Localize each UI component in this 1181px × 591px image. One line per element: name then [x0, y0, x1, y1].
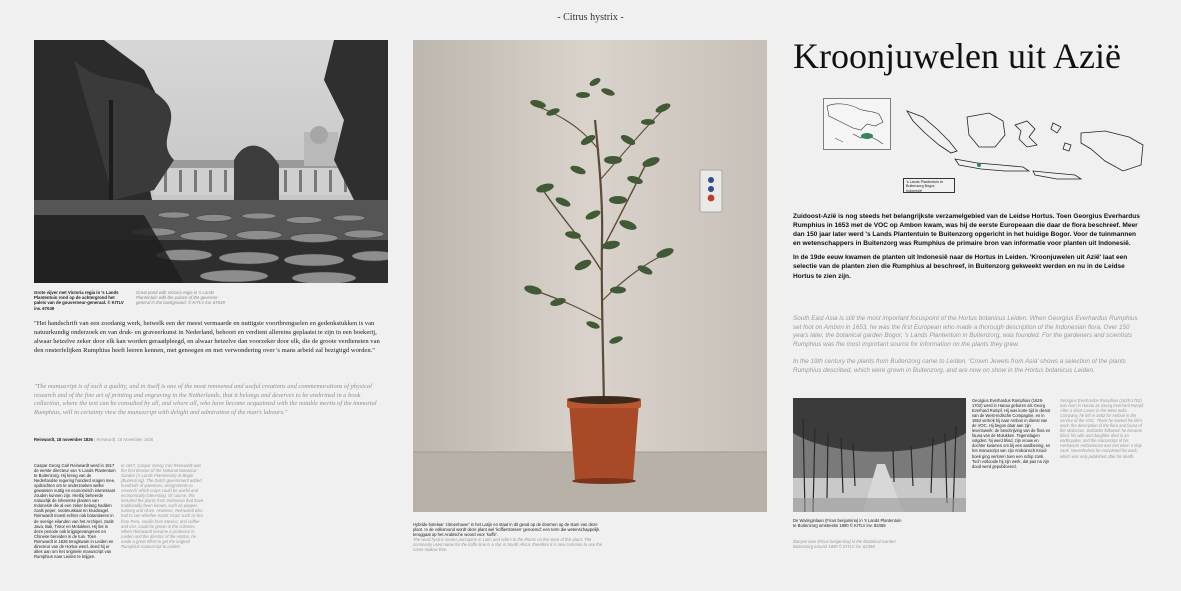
intro-paragraph-nl-1: Zuidoost-Azië is nog steeds het belangrijkste verzamelgebied van de Leidse Hortus. Toen Georgius Everhardus Rumphius in 1653 met de VOC op Ambon kwam, was hij de eerste Europeaan die daar de flora beschreef. Meer dan 150 jaar later werd 's Lands Plantentuin te Buitenzorg opgericht in het huidige Bogor. Voor de tuinmannen en wetenschappers in Buitenzorg was Rumphius de primaire bron van informatie voor planten uit Indonesië. [793, 213, 1140, 248]
garden-photo-caption-en: Great pond with Victoria regia in 's Lands Plantentuin with the palace of the governor-general in the background. © KITLV inv. 67049 [136, 290, 225, 306]
citrus-plant-photo [413, 40, 767, 512]
plant-photo-caption-en: The word hystrix means porcupine in Latin and refers to the thorns on the stem of this plant. The commonly used name for the kaffir lime is a slur in South Africa, therefore it is now common to use the name makrut lime. [413, 537, 603, 553]
reinwardt-bio-nl: Caspar Georg Carl Reinwardt werd in 1817 de eerste directeur van 's Lands Plantentuin te Buitenzorg. Hij kreeg van de Nederlandse regering honderd vragen mee, opdrachten om te onderzoeken welke gewassen nuttig en economisch interessant zouden kunnen zijn. Hierbij beheerde natuurlijk de inheemse planten van Indonesië die al een zeker belang hadden zoals peper, nootmuskaat en kruidnagel. Reinwardt moest echter ook botaniseren in de overige eilanden van het Archipel, zoals Java, Bali, Timor en Molukken. Hij liet in deze periode ook krijgsgevangenen en Chinese bereiden in de tuin. Toen Reinwardt in 1826 terugkwam in Leiden en directeur van de Hortus werd, deed hij er alles aan om het originele manuscript van Rumphius naar Leiden te krijgen. [34, 463, 116, 559]
banyan-photo-caption-nl: De Waringinlaan (Ficus benjamina) in 's Lands Plantentuin te Buitenzorg omstreeks 1890 © KITLV inv. 82458 [793, 518, 902, 529]
exhibit-header-label: - Citrus hystrix - [557, 12, 624, 23]
intro-paragraph-en-1: South East Asia is still the most important focuspoint of the Hortus botanicus Leiden. When Georgius Everhardus Rumphius set foot on Ambon in 1653, he was the first European who made a thorough description of the Indonesian flora. Over 150 years later, the botanical garden Bogor, 's Lands Plantentuin in Buitenzorg, was founded. For the gardeners and scientists Rumphius was the most important source for information on the plants they grew. [793, 315, 1138, 348]
rumphius-bio-en: Georgius Everhardus Rumphius (1628-1702) was born in Hanau as Georg Everhard Rumpf. After a short career in the West India Company, he left in 1652 for Ambon in the service of the VOC. There he started his life's work: the description of the flora and fauna of the Moluccas. Setbacks followed: he became blind, his wife and daughter died in an earthquake, and the manuscript of his Herbarium Amboinense was lost when a ship sank. Nevertheless he completed his work, which was only published after his death. [1060, 398, 1145, 459]
rumphius-quote-en: "The manuscript is of such a quality, and in itself is one of the most renowned and useful creations and commemorations of physical research and of the fine art of printing and engraving in the Netherlands, that it belongs and deserves to be enshrined in a book collection, where the text can be consulted by all, and where all, who have become acquainted with the notable merits of the immortal Rumphius, will in certainty view the manuscript with delight and admiration of the man's labours." [34, 383, 377, 416]
asia-overview-map [823, 98, 891, 150]
intro-text-en [793, 315, 1145, 385]
plant-photo-caption-nl: Hybride botelaar 'citroenhaver' in het Latijn en staat in dit geval op de doornen op de stam van deze plant. In de volksmond wordt deze plant wel 'koffiertrossen' genoemd: een term die wetenschappelijk teruggaat op het Arabische woord voor 'kuffir'. [413, 522, 600, 538]
intro-text-nl [793, 212, 1145, 286]
rumphius-bio-nl: Georgius Everhardus Rumphius (1628-1702) werd in Hanau geboren als Georg Everhard Rumpf. Hij was korte tijd in dienst van de West-Indische Compagnie, en in 1652 vertrok hij naar Ambon in dienst van de VOC. Hij begon daar aan zijn levenswerk: de beschrijving van de flora en fauna van de Molukken. Tegenslagen volgden: hij werd blind, zijn vrouw en dochter kwamen om bij een aardbeving, en het manuscript van zijn Amboinsch Kruid-boek ging verloren toen een schip zonk. Toch voltooide hij zijn werk, dat pas na zijn dood werd gepubliceerd. [972, 398, 1051, 469]
quote-source-nl: Reinwardt, 18 november 1826 [34, 437, 93, 442]
quote-source-en: | Reinwardt, 18 November 1826 [94, 437, 154, 442]
page-title: Kroonjuwelen uit Azië [793, 36, 1121, 76]
banyan-lane-photo [793, 398, 966, 512]
reinwardt-bio-en: In 1817, Caspar Georg Carl Reinwardt was the first director of the National Botanical Garden ('s Lands Plantentuin) at Bogor (Buitenzorg). The Dutch government added hundreds of questions, assignments to research which crops could be useful and economically interesting. Of course, this included the plants from Indonesia that have traditionally been known, such as pepper, nutmeg and clove. However, Reinwardt also had to see whether exotic crops such as tea from Peru, vanilla from Mexico, and coffee and rice, could be grown in the colonies. When Reinwardt became a professor in Leiden and the director of the Hortus, he made a great effort to get the original Rumphius manuscript to Leiden. [121, 463, 204, 549]
garden-pond-photo [34, 40, 388, 283]
quote-source [34, 437, 334, 442]
banyan-photo-caption-en: Banyan lane (Ficus benjamina) in the Botanical Garden Buitenzorg around 1890 © KITLV inv. 82458 [793, 539, 896, 550]
buitenzorg-map-label: 's Lands Plantentuin te Buitenzorg Bogor, Indonesië [903, 178, 955, 193]
intro-paragraph-nl-2: In de 19de eeuw kwamen de planten uit Indonesië naar de Hortus in Leiden. 'Kroonjuwelen uit Azië' laat een selectie van de planten zien die Rumphius al beschreef, in Buitenzorg gekweekt werden en nu in de Leidse Hortus te zien zijn. [793, 254, 1128, 280]
garden-photo-caption-nl: Grote vijver met Victoria regia in 's Lands Plantentuin rond op de achtergrond het paleis van de gouverneur-generaal. © KITLV inv. 67049 [34, 290, 124, 311]
rumphius-quote-nl: "Het handschrift van een zoodanig werk, hetwelk een der meest vermaarde en nuttigste voortbrengselen en gedenkstukken is van natuurkundig onderzoek en van druk- en graveerkunst in Nederland, behoort en verdient allereins geplaatst te zijn in een boekerij, alwaar hetzelve zeker door elk kan worden geraadpleegd, en alwaar hetzelve dan voorzeker door elk, die de groote verdiensten van den onsterfelijken Rumphius heeft leeren kennen, met genoegen en met verwondering over 's mans arbeid zal bezigtigd worden." [34, 320, 380, 354]
intro-paragraph-en-2: In the 19th century the plants from Buitenzorg came to Leiden. 'Crown Jewels from Asia' shows a selection of the plants Rumphius described, which were grown in Buitenzorg, and are now on show in the Hortus botanicus Leiden. [793, 358, 1126, 374]
